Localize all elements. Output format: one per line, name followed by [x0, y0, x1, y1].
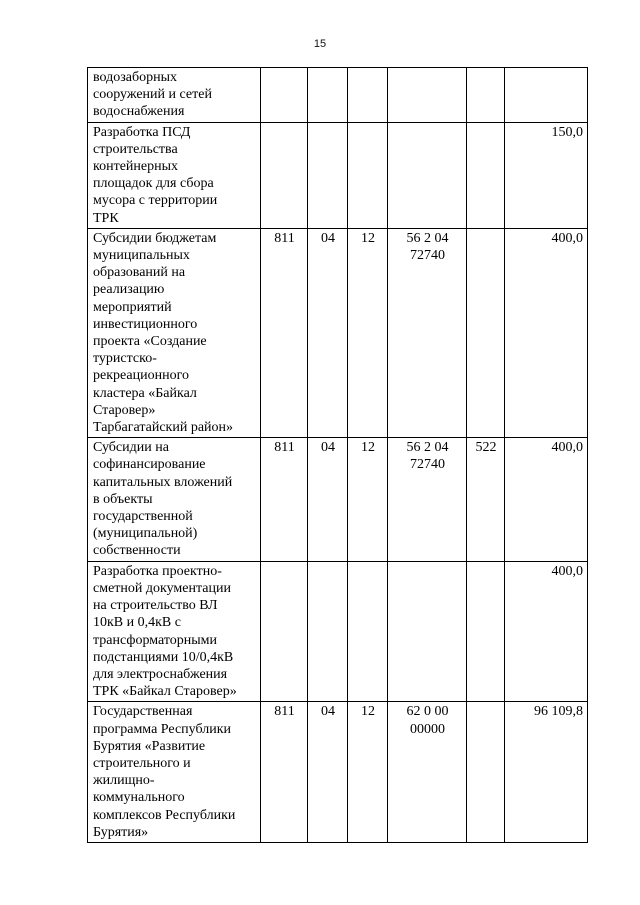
pr-cell: 12	[348, 438, 388, 561]
table-row	[88, 702, 588, 843]
csr-cell: 62 0 00 00000	[388, 702, 467, 843]
pr-cell	[348, 68, 388, 123]
rz-cell	[308, 122, 348, 228]
pr-cell	[348, 561, 388, 702]
budget-table	[87, 67, 588, 843]
rz-cell	[308, 68, 348, 123]
ved-cell	[261, 561, 308, 702]
row-name-cell: Разработка проектно- сметной документации на строительство ВЛ 10кВ и 0,4кВ с трансформаторными подстанциями 10/0,4кВ для электроснабжения ТРК «Байкал Старовер»	[88, 561, 261, 702]
table-row	[88, 438, 588, 561]
row-name-cell: Субсидии бюджетам муниципальных образований на реализацию мероприятий инвестиционного проекта «Создание туристско- рекреационного кластера «Байкал Старовер» Тарбагатайский район»	[88, 228, 261, 437]
csr-cell: 56 2 04 72740	[388, 438, 467, 561]
ved-cell	[261, 122, 308, 228]
amount-cell: 400,0	[505, 228, 588, 437]
pr-cell	[348, 122, 388, 228]
ved-cell: 811	[261, 228, 308, 437]
amount-cell: 400,0	[505, 561, 588, 702]
rz-cell: 04	[308, 228, 348, 437]
table-row	[88, 68, 588, 123]
ved-cell: 811	[261, 438, 308, 561]
row-name-cell: Разработка ПСД строительства контейнерных площадок для сбора мусора с территории ТРК	[88, 122, 261, 228]
csr-cell	[388, 122, 467, 228]
rz-cell: 04	[308, 702, 348, 843]
vr-cell	[467, 68, 505, 123]
row-name-cell: водозаборных сооружений и сетей водоснабжения	[88, 68, 261, 123]
ved-cell	[261, 68, 308, 123]
vr-cell: 522	[467, 438, 505, 561]
amount-cell: 96 109,8	[505, 702, 588, 843]
csr-cell	[388, 68, 467, 123]
vr-cell	[467, 702, 505, 843]
csr-cell	[388, 561, 467, 702]
table-row	[88, 228, 588, 437]
rz-cell: 04	[308, 438, 348, 561]
table-row	[88, 122, 588, 228]
ved-cell: 811	[261, 702, 308, 843]
rz-cell	[308, 561, 348, 702]
row-name-cell: Государственная программа Республики Бурятия «Развитие строительного и жилищно- коммунального комплексов Республики Бурятия»	[88, 702, 261, 843]
pr-cell: 12	[348, 702, 388, 843]
vr-cell	[467, 561, 505, 702]
row-name-cell: Субсидии на софинансирование капитальных вложений в объекты государственной (муниципальной) собственности	[88, 438, 261, 561]
amount-cell: 150,0	[505, 122, 588, 228]
pr-cell: 12	[348, 228, 388, 437]
vr-cell	[467, 228, 505, 437]
amount-cell	[505, 68, 588, 123]
table-row	[88, 561, 588, 702]
page-number: 15	[313, 38, 327, 50]
csr-cell: 56 2 04 72740	[388, 228, 467, 437]
vr-cell	[467, 122, 505, 228]
amount-cell: 400,0	[505, 438, 588, 561]
